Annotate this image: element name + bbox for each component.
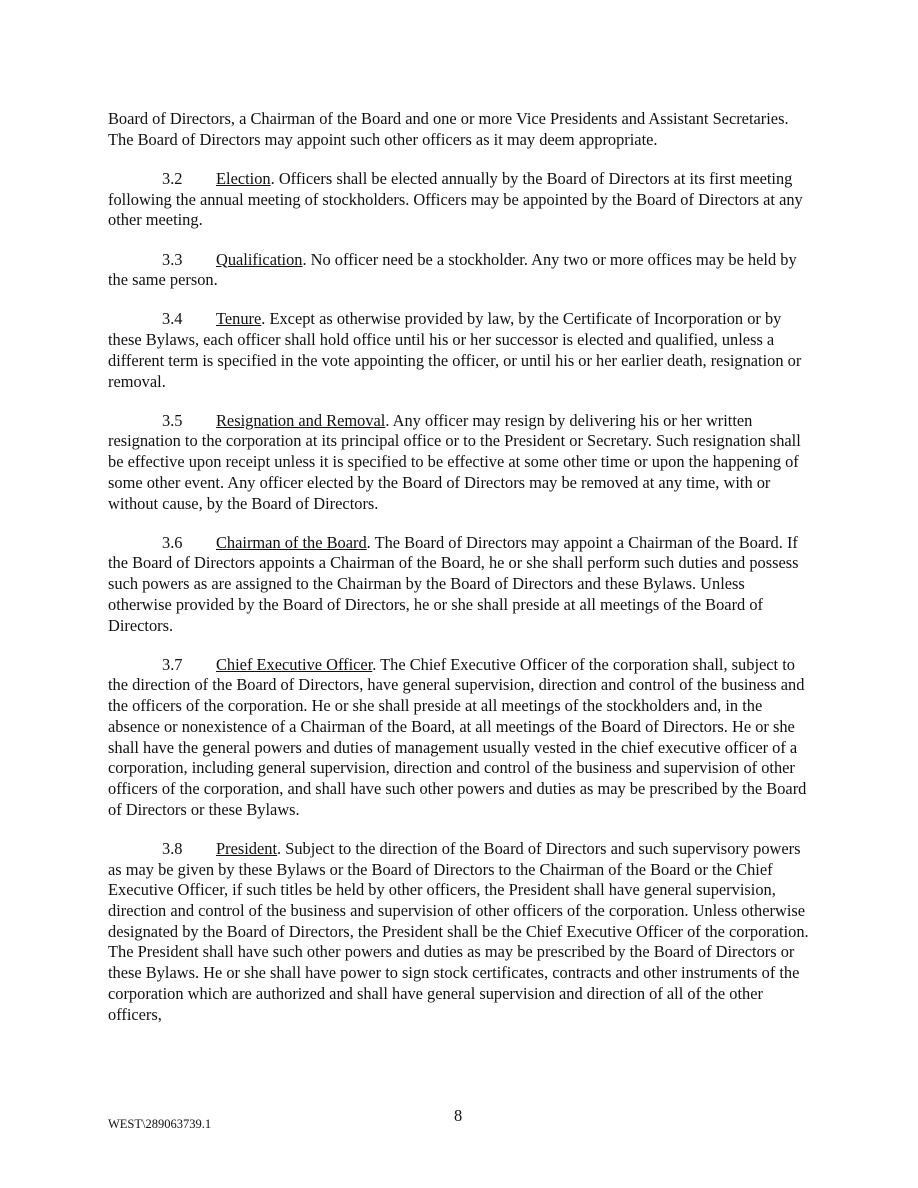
intro-paragraph: Board of Directors, a Chairman of the Board and one or more Vice Presidents and Assistant Secretaries. The Board of Directors may appoint such other officers as it may deem appropriate. <box>108 109 789 149</box>
section-number: 3.3 <box>162 249 183 269</box>
section-number: 3.4 <box>162 309 183 329</box>
section-heading: Qualification <box>216 249 303 269</box>
section-text: . No officer need be a stockholder. Any two or more offices may be held by the same person. <box>108 249 797 290</box>
section-heading: Election <box>216 168 271 188</box>
section-3-5 <box>108 411 810 515</box>
sections <box>108 169 810 1025</box>
section-number: 3.6 <box>162 532 183 552</box>
section-heading: Resignation and Removal <box>216 410 386 430</box>
section-3-3 <box>108 250 810 291</box>
section-number: 3.2 <box>162 168 183 188</box>
section-heading: President <box>216 838 278 858</box>
section-3-6 <box>108 533 810 637</box>
section-text: . Subject to the direction of the Board of Directors and such supervisory powers as may be given by these Bylaws or the Board of Directors to the Chairman of the Board or the Chief Executive Officer, if such titles be held by other officers, the President shall have general supervision, direction and control of the business and supervision of other officers of the corporation. Unless otherwise designated by the Board of Directors, the President shall be the Chief Executive Officer of the corporation. The President shall have such other powers and duties as may be prescribed by the Board of Directors or these Bylaws. He or she shall have power to sign stock certificates, contracts and other instruments of the corporation which are authorized and shall have general supervision and direction of all of the other officers, <box>108 838 809 1024</box>
section-text: . The Board of Directors may appoint a Chairman of the Board. If the Board of Directors appoints a Chairman of the Board, he or she shall perform such duties and possess such powers as are assigned to the Chairman by the Board of Directors and these Bylaws. Unless otherwise provided by the Board of Directors, he or she shall preside at all meetings of the Board of Directors. <box>108 532 799 635</box>
document-body <box>108 109 810 1044</box>
section-heading: Tenure <box>216 309 262 329</box>
section-3-7 <box>108 655 810 821</box>
section-number: 3.5 <box>162 410 183 430</box>
section-3-8 <box>108 839 810 1025</box>
section-heading: Chairman of the Board <box>216 532 367 552</box>
section-number: 3.7 <box>162 654 183 674</box>
section-number: 3.8 <box>162 838 183 858</box>
section-text: . Except as otherwise provided by law, by the Certificate of Incorporation or by these Bylaws, each officer shall hold office until his or her successor is elected and qualified, unless a different term is specified in the vote appointing the officer, or until his or her earlier death, resignation or removal. <box>108 309 802 391</box>
section-text: . The Chief Executive Officer of the corporation shall, subject to the direction of the Board of Directors, have general supervision, direction and control of the business and the officers of the corporation. He or she shall preside at all meetings of the stockholders and, in the absence or nonexistence of a Chairman of the Board, at all meetings of the Board of Directors. He or she shall have the general powers and duties of management usually vested in the chief executive officer of a corporation, including general supervision, direction and control of the business and supervision of other officers of the corporation, and shall have such other powers and duties as may be prescribed by the Board of Directors or these Bylaws. <box>108 654 807 819</box>
section-text: . Any officer may resign by delivering his or her written resignation to the corporation at its principal office or to the President or Secretary. Such resignation shall be effective upon receipt unless it is specified to be effective at some other time or upon the happening of some other event. Any officer elected by the Board of Directors may be removed at any time, with or without cause, by the Board of Directors. <box>108 410 801 513</box>
section-3-2 <box>108 169 810 231</box>
section-text: . Officers shall be elected annually by the Board of Directors at its first meeting following the annual meeting of stockholders. Officers may be appointed by the Board of Directors at any other meeting. <box>108 168 803 230</box>
document-id: WEST\289063739.1 <box>108 1117 212 1131</box>
section-heading: Chief Executive Officer <box>216 654 373 674</box>
page-number: 8 <box>454 1106 463 1125</box>
section-3-4 <box>108 309 810 392</box>
